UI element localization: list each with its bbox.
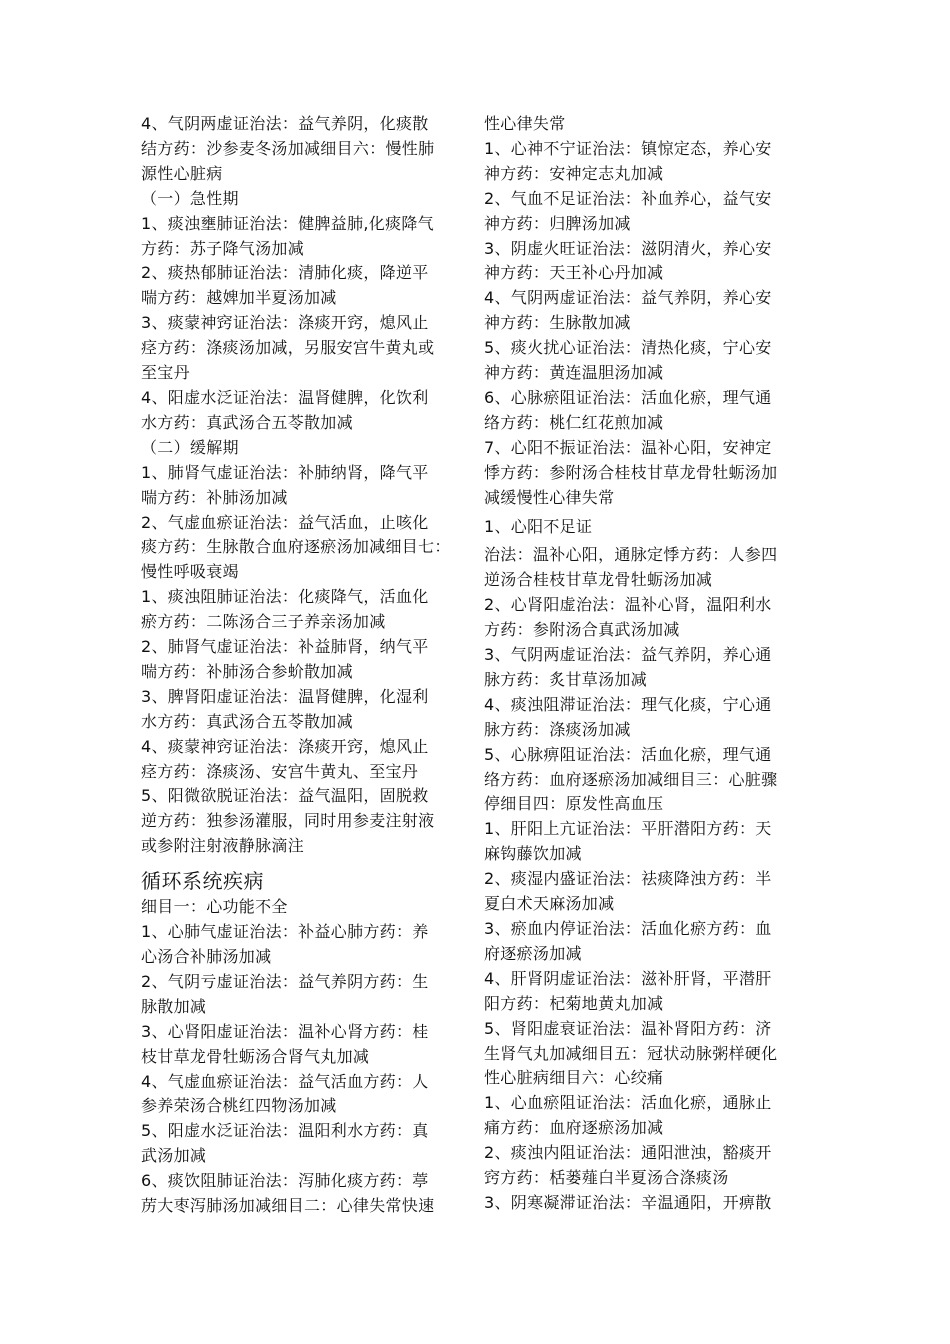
text-line: 窍方药：栝蒌薤白半夏汤合涤痰汤 xyxy=(484,1168,729,1188)
text-line: 武汤加减 xyxy=(141,1146,207,1166)
text-line: 2、气血不足证治法：补血养心，益气安 xyxy=(484,188,772,208)
section-subheading: （一）急性期 xyxy=(141,188,239,208)
text-line: 脉散加减 xyxy=(141,996,207,1016)
text-line: 细目一：心功能不全 xyxy=(141,897,288,917)
text-line: 脉方药：炙甘草汤加减 xyxy=(484,669,648,689)
text-line: 性心律失常 xyxy=(484,114,566,133)
text-line: 5、阳微欲脱证治法：益气温阳，固脱救 xyxy=(141,786,429,806)
text-line: 或参附注射液静脉滴注 xyxy=(141,836,305,856)
text-line: 痉方药：涤痰汤、安宫牛黄丸、至宝丹 xyxy=(141,761,419,781)
text-line: 痉方药：涤痰汤加减，另服安宫牛黄丸或 xyxy=(141,338,435,358)
text-line: 7、心阳不振证治法：温补心阳，安神定 xyxy=(484,437,772,457)
text-line: 3、瘀血内停证治法：活血化瘀方药：血 xyxy=(484,919,772,938)
text-line: 1、肝阳上亢证治法：平肝潜阳方药：天 xyxy=(484,819,772,839)
text-line: 源性心脏病 xyxy=(141,163,223,183)
text-line: 逆方药：独参汤灌服，同时用参麦注射液 xyxy=(141,811,435,831)
text-line: 4、气阴两虚证治法：益气养阴，养心安 xyxy=(484,288,772,308)
text-line: 生肾气丸加减细目五：冠状动脉粥样硬化 xyxy=(484,1043,778,1063)
text-line: 5、肾阳虚衰证治法：温补肾阳方药：济 xyxy=(484,1018,772,1038)
text-line: 络方药：血府逐瘀汤加减细目三：心脏骤 xyxy=(484,769,778,789)
text-line: 府逐瘀汤加减 xyxy=(484,943,582,963)
text-line: 6、痰饮阻肺证治法：泻肺化痰方药：葶 xyxy=(141,1171,429,1191)
text-line: 1、肺肾气虚证治法：补肺纳肾，降气平 xyxy=(141,462,429,482)
text-line: 停细目四：原发性高血压 xyxy=(484,794,664,814)
text-line: 络方药：桃仁红花煎加减 xyxy=(484,412,664,432)
text-line: 2、气虚血瘀证治法：益气活血，止咳化 xyxy=(141,512,429,532)
text-line: 方药：参附汤合真武汤加减 xyxy=(484,620,680,640)
text-line: 2、痰浊内阻证治法：通阳泄浊，豁痰开 xyxy=(484,1143,772,1163)
text-line: 3、阴虚火旺证治法：滋阴清火，养心安 xyxy=(484,238,772,258)
text-line: 水方药：真武汤合五苓散加减 xyxy=(141,412,353,432)
text-line: 2、肺肾气虚证治法：补益肺肾，纳气平 xyxy=(141,637,429,657)
text-line: 喘方药：越婢加半夏汤加减 xyxy=(141,288,337,308)
text-line: 5、心脉痹阻证治法：活血化瘀，理气通 xyxy=(484,744,772,764)
text-line: 4、阳虚水泛证治法：温肾健脾，化饮利 xyxy=(141,387,429,407)
text-line: 1、心血瘀阻证治法：活血化瘀，通脉止 xyxy=(484,1093,772,1113)
text-line: 4、气阴两虚证治法：益气养阴，化痰散 xyxy=(141,114,429,133)
text-line: 2、痰湿内盛证治法：祛痰降浊方药：半 xyxy=(484,869,772,889)
text-line: 慢性呼吸衰竭 xyxy=(141,562,239,582)
text-line: 1、痰浊壅肺证治法：健脾益肺,化痰降气 xyxy=(141,213,434,233)
section-subheading: （二）缓解期 xyxy=(141,437,239,457)
text-line: 枝甘草龙骨牡蛎汤合肾气丸加减 xyxy=(141,1046,370,1066)
text-line: 1、心阳不足证 xyxy=(484,516,593,536)
text-line: 阳方药：杞菊地黄丸加减 xyxy=(484,993,664,1013)
text-line: 3、气阴两虚证治法：益气养阴，养心通 xyxy=(484,645,772,665)
text-line: 1、痰浊阻肺证治法：化痰降气，活血化 xyxy=(141,587,429,607)
text-line: 1、心肺气虚证治法：补益心肺方药：养 xyxy=(141,922,429,942)
text-line: 性心脏病细目六：心绞痛 xyxy=(484,1068,664,1088)
section-heading: 循环系统疾病 xyxy=(141,869,264,894)
text-line: 4、气虚血瘀证治法：益气活血方药：人 xyxy=(141,1071,429,1091)
text-line: 苈大枣泻肺汤加减细目二：心律失常快速 xyxy=(141,1196,435,1216)
text-line: 麻钩藤饮加减 xyxy=(484,844,582,864)
text-line: 喘方药：补肺汤加减 xyxy=(141,487,288,507)
text-line: 神方药：归脾汤加减 xyxy=(484,213,631,233)
text-line: 瘀方药：二陈汤合三子养亲汤加减 xyxy=(141,612,386,632)
text-line: 方药：苏子降气汤加减 xyxy=(141,238,305,258)
text-line: 参养荣汤合桃红四物汤加减 xyxy=(141,1096,337,1116)
text-line: 悸方药：参附汤合桂枝甘草龙骨牡蛎汤加 xyxy=(484,462,778,482)
left-text-column xyxy=(141,112,463,1219)
text-line: 2、气阴亏虚证治法：益气养阴方药：生 xyxy=(141,971,429,991)
text-line: 4、肝肾阴虚证治法：滋补肝肾，平潜肝 xyxy=(484,968,772,988)
text-line: 痛方药：血府逐瘀汤加减 xyxy=(484,1118,664,1138)
text-line: 治法：温补心阳，通脉定悸方药：人参四 xyxy=(484,545,778,565)
text-line: 水方药：真武汤合五苓散加减 xyxy=(141,711,353,731)
text-line: 2、心肾阳虚治法：温补心肾，温阳利水 xyxy=(484,595,772,615)
text-line: 神方药：黄连温胆汤加减 xyxy=(484,363,664,383)
text-line: 减缓慢性心律失常 xyxy=(484,487,615,507)
text-line: 4、痰蒙神窍证治法：涤痰开窍，熄风止 xyxy=(141,736,429,756)
text-line: 神方药：生脉散加减 xyxy=(484,313,631,333)
text-line: 喘方药：补肺汤合参蚧散加减 xyxy=(141,661,353,681)
text-line: 4、痰浊阻滞证治法：理气化痰，宁心通 xyxy=(484,694,772,714)
text-line: 2、痰热郁肺证治法：清肺化痰，降逆平 xyxy=(141,263,429,283)
text-line: 逆汤合桂枝甘草龙骨牡蛎汤加减 xyxy=(484,570,713,590)
text-line: 神方药：天王补心丹加减 xyxy=(484,263,664,283)
text-line: 脉方药：涤痰汤加减 xyxy=(484,719,631,739)
text-line: 1、心神不宁证治法：镇惊定态，养心安 xyxy=(484,138,772,158)
text-line: 5、阳虚水泛证治法：温阳利水方药：真 xyxy=(141,1121,429,1141)
text-line: 至宝丹 xyxy=(141,363,190,383)
text-line: 心汤合补肺汤加减 xyxy=(141,947,272,966)
text-line: 结方药：沙参麦冬汤加减细目六：慢性肺 xyxy=(141,138,435,158)
text-line: 3、心肾阳虚证治法：温补心肾方药：桂 xyxy=(141,1021,429,1041)
right-text-column xyxy=(484,112,806,1216)
text-line: 3、痰蒙神窍证治法：涤痰开窍，熄风止 xyxy=(141,313,429,333)
text-line: 3、脾肾阳虚证治法：温肾健脾，化湿利 xyxy=(141,686,429,706)
text-line: 神方药：安神定志丸加减 xyxy=(484,163,664,183)
text-line: 痰方药：生脉散合血府逐瘀汤加减细目七： xyxy=(141,537,451,557)
text-line: 6、心脉瘀阻证治法：活血化瘀，理气通 xyxy=(484,387,772,407)
text-line: 3、阴寒凝滞证治法：辛温通阳，开痹散 xyxy=(484,1192,772,1212)
text-line: 5、痰火扰心证治法：清热化痰，宁心安 xyxy=(484,338,772,358)
text-line: 夏白术天麻汤加减 xyxy=(484,894,615,914)
